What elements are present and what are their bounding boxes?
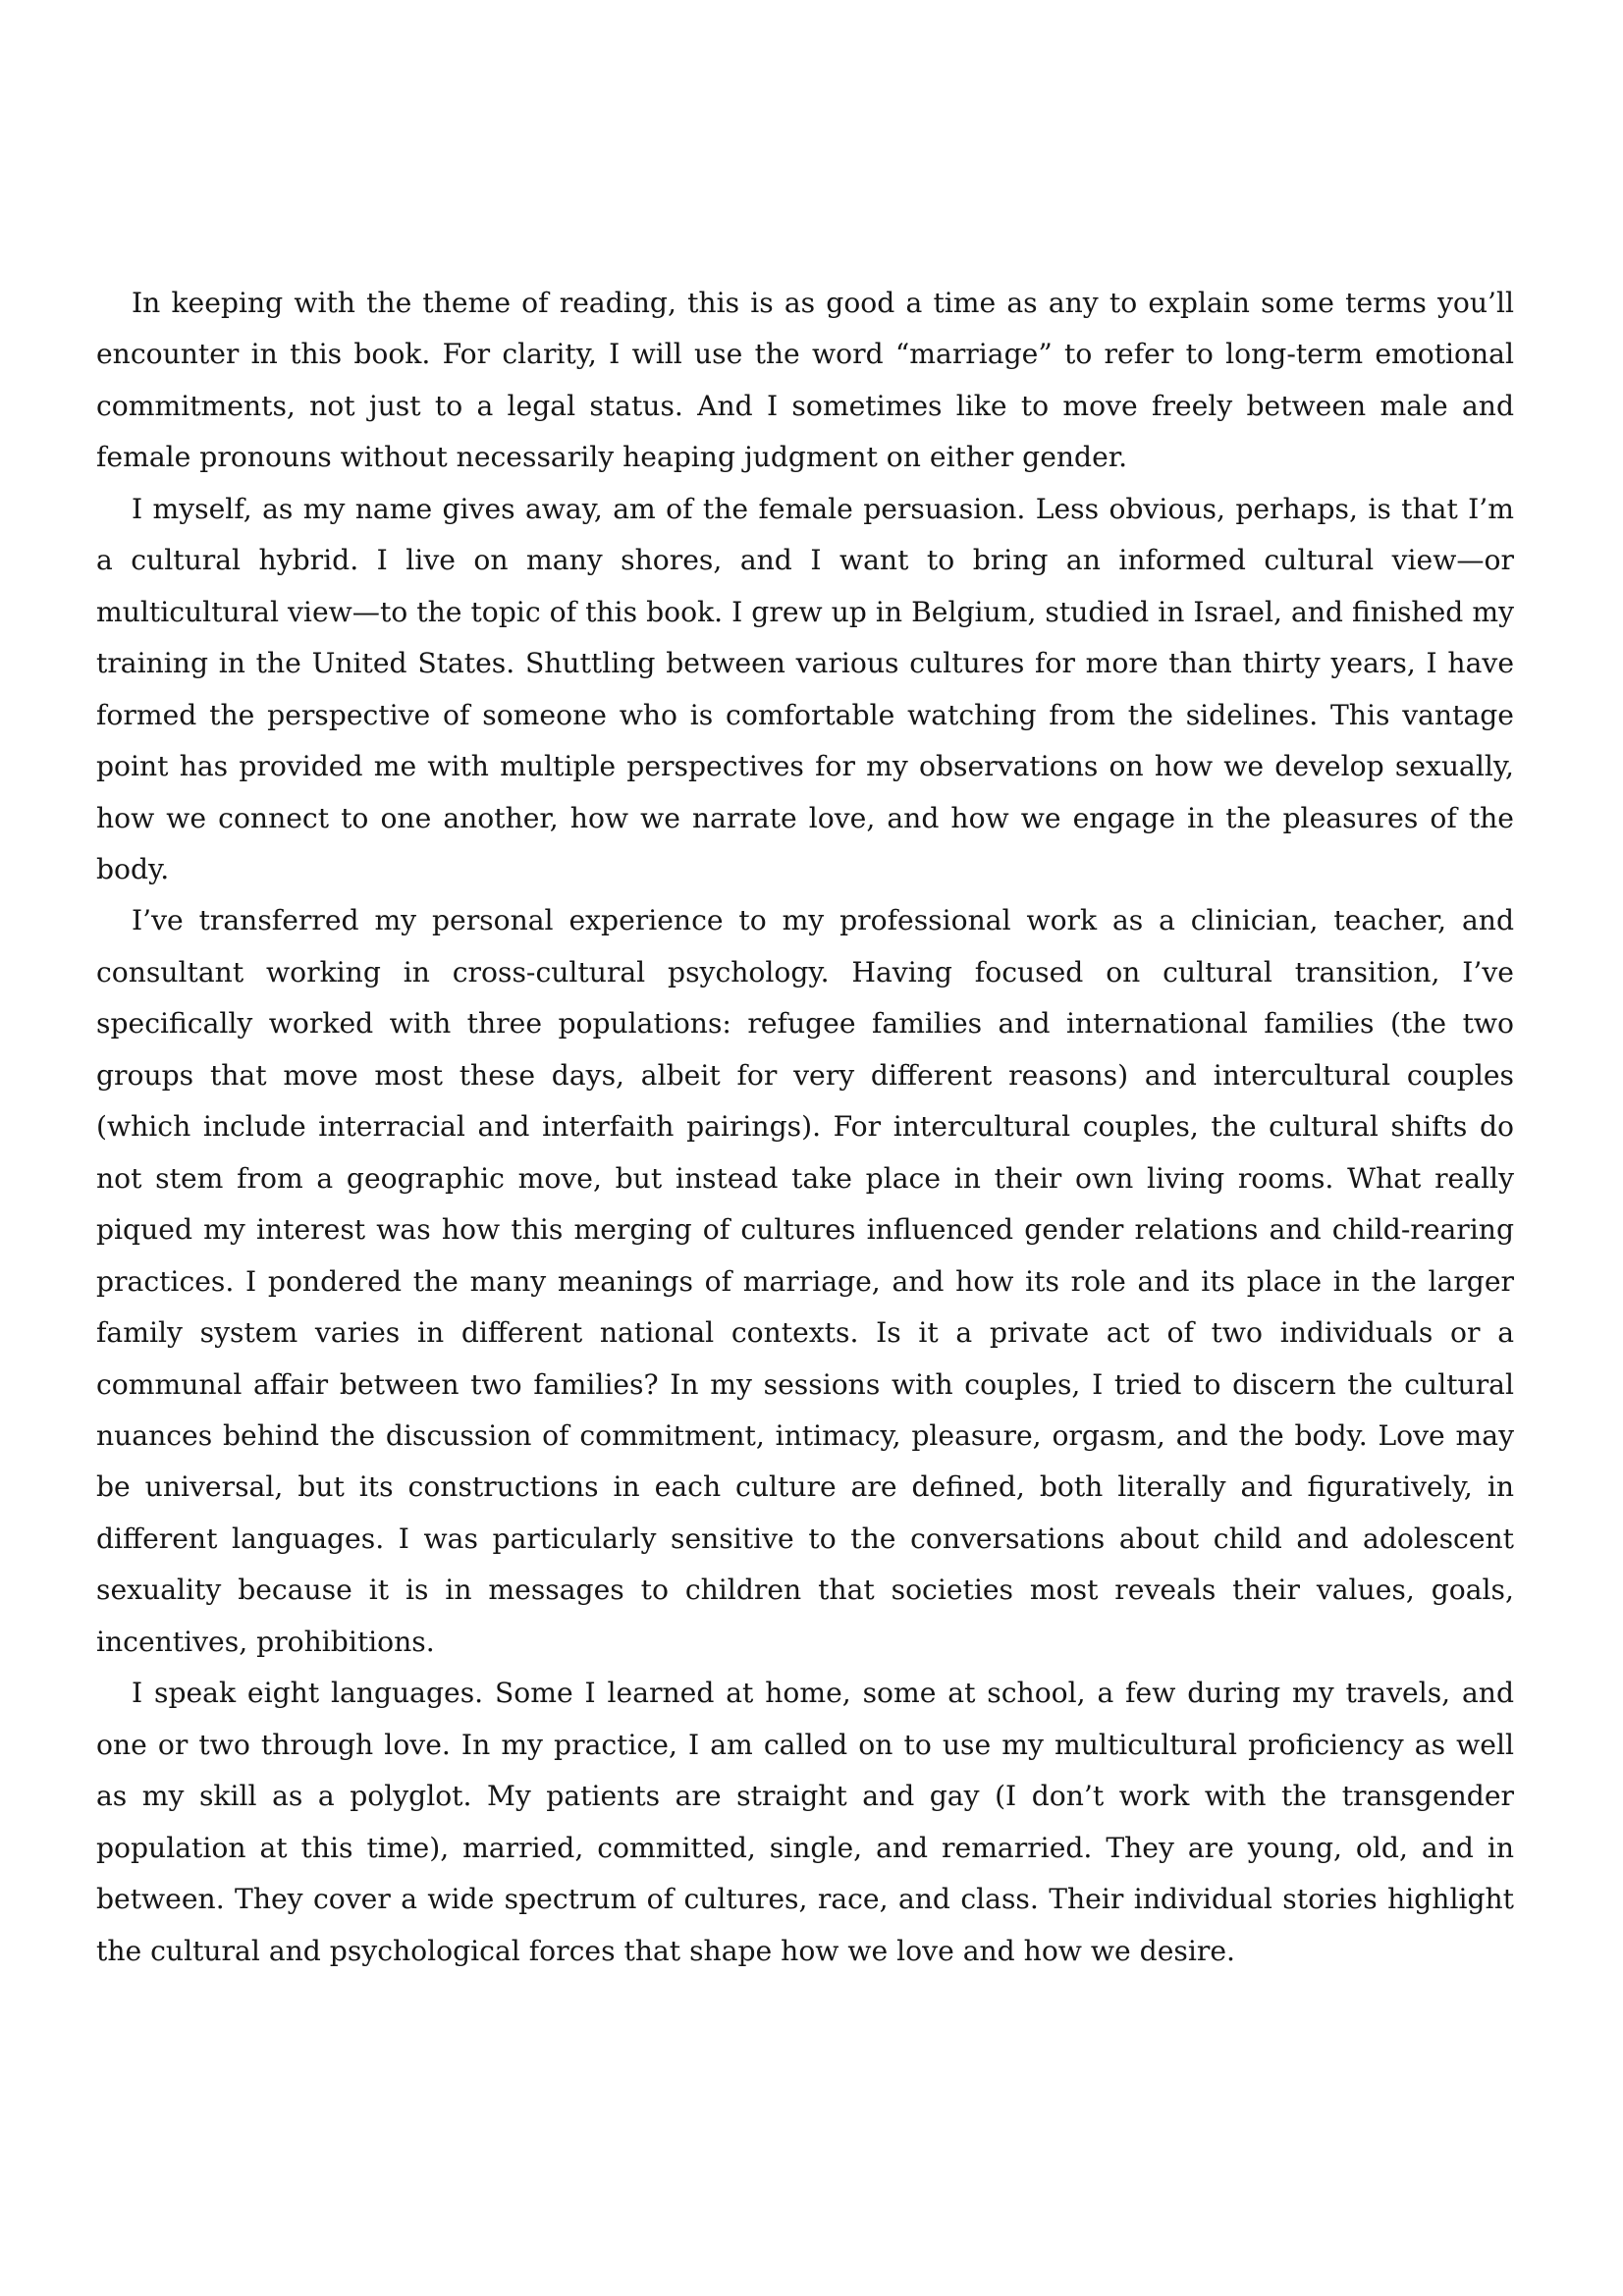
paragraph-professional-work: I’ve transferred my personal experience to my professional work as a clinician, teacher, and consultant working in cross-cultural psychology. Having focused on cultural transition, I’ve specifically worked with three populations: refugee families and international families (the two groups that move most these days, albeit for very different reasons) and intercultural couples (which include interracial and interfaith pairings). For intercultural couples, the cultural shifts do not stem from a geographic move, but instead take place in their own living rooms. What really piqued my interest was how this merging of cultures influenced gender relations and child-rearing practices. I pondered the many meanings of marriage, and how its role and its place in the larger family system varies in different national contexts. Is it a private act of two individuals or a communal affair between two families? In my sessions with couples, I tried to discern the cultural nuances behind the discussion of commitment, intimacy, pleasure, orgasm, and the body. Love may be universal, but its constructions in each culture are defined, both literally and figuratively, in different languages. I was particularly sensitive to the conversations about child and adolescent sexuality because it is in messages to children that societies most reveals their values, goals, incentives, prohibitions. <box>96 904 1514 1658</box>
cropped-text-fragment <box>96 2041 1514 2050</box>
body-text <box>96 278 1514 1977</box>
cropped-text-line <box>96 2041 1514 2050</box>
paragraph-cultural-hybrid: I myself, as my name gives away, am of the female persuasion. Less obvious, perhaps, is that I’m a cultural hybrid. I live on many shores, and I want to bring an informed cultural view—or multicultural view—to the topic of this book. I grew up in Belgium, studied in Israel, and finished my training in the United States. Shuttling between various cultures for more than thirty years, I have formed the perspective of someone who is comfortable watching from the sidelines. This vantage point has provided me with multiple perspectives for my observations on how we develop sexually, how we connect to one another, how we narrate love, and how we engage in the pleasures of the body. <box>96 492 1514 885</box>
paragraph-languages: I speak eight languages. Some I learned at home, some at school, a few during my travels, and one or two through love. In my practice, I am called on to use my multicultural proficiency as well as my skill as a polyglot. My patients are straight and gay (I don’t work with the transgender population at this time), married, committed, single, and remarried. They are young, old, and in between. They cover a wide spectrum of cultures, race, and class. Their individual stories highlight the cultural and psychological forces that shape how we love and how we desire. <box>96 1677 1514 1967</box>
paragraph-terms: In keeping with the theme of reading, this is as good a time as any to explain some terms you’ll encounter in this book. For clarity, I will use the word “marriage” to refer to long-term emotional commitments, not just to a legal status. And I sometimes like to move freely between male and female pronouns without necessarily heaping judgment on either gender. <box>96 287 1514 474</box>
